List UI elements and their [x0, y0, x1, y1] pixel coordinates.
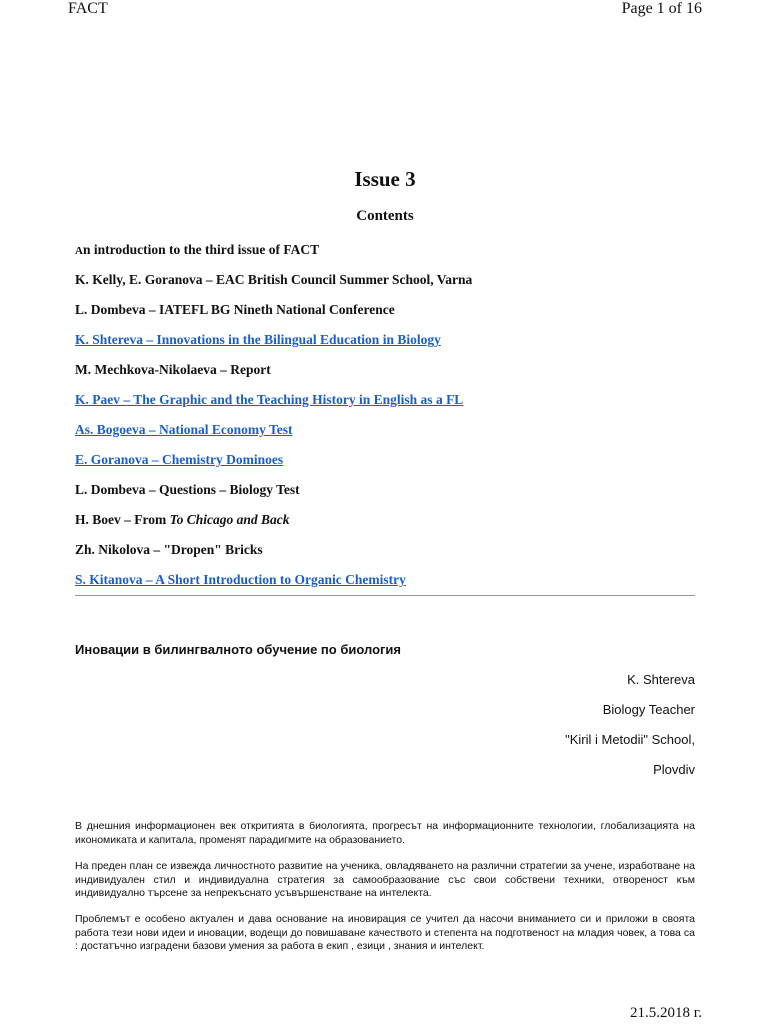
toc-link-goranova[interactable]: E. Goranova – Chemistry Dominoes [75, 452, 284, 467]
toc-item-dombeva-iatefl: L. Dombeva – IATEFL BG Nineth National Conference [75, 302, 395, 317]
article-paragraph-3: Проблемът е особено актуален и дава основание на иновирация се учител да насочи вниманието си и приложи в своята работа тези нови идеи и иновации, водещи до повишаване качеството и степента на подготвеност на младия човек, а това са : достатъчно изградени базови умения за работа в екип , езици , знания и интелект. [75, 913, 695, 952]
toc-intro-text: n introduction to the third issue of FACT [82, 242, 320, 257]
article-paragraph-1: В днешния информационен век откритията в биологията, прогресът на информационните технологии, глобализацията на икономиката и капитала, променят парадигмите на образованието. [75, 820, 695, 846]
toc-link-shtereva[interactable]: K. Shtereva – Innovations in the Bilingual Education in Biology [75, 332, 441, 347]
article-author: K. Shtereva [627, 672, 695, 687]
toc-intro-initial: A [75, 245, 83, 257]
contents-heading: Contents [356, 208, 414, 224]
article-author-city: Plovdiv [653, 762, 695, 777]
article-paragraph-2: На преден план се извежда личностното развитие на ученика, овладяването на различни стратегии за учене, изработване на индивидуален стил и индивидуална стратегия за самообразование със свои собствени техники, отвореност към индивидуално търсене за непрекъснато усъвършенстване на интелекта. [75, 860, 695, 899]
article-author-role: Biology Teacher [602, 702, 695, 717]
toc-link-bogoeva[interactable]: As. Bogoeva – National Economy Test [75, 422, 293, 437]
toc-item-intro [75, 242, 319, 258]
toc-item-boev [75, 512, 290, 528]
article-author-school: "Kiril i Metodii" School, [565, 732, 695, 747]
toc-boev-author: H. Boev – From [75, 512, 170, 527]
toc-link-kitanova[interactable]: S. Kitanova – A Short Introduction to Organic Chemistry [75, 572, 406, 587]
footer-date: 21.5.2018 г. [630, 1005, 702, 1021]
section-divider [75, 595, 695, 596]
toc-link-paev[interactable]: K. Paev – The Graphic and the Teaching History in English as a FL [75, 392, 464, 407]
toc-item-dombeva-biology: L. Dombeva – Questions – Biology Test [75, 482, 300, 497]
toc-item-nikolova: Zh. Nikolova – "Dropen" Bricks [75, 542, 263, 557]
issue-title: Issue 3 [354, 167, 416, 191]
header-title: FACT [68, 0, 108, 17]
article-title: Иновации в билингвалното обучение по биология [75, 642, 401, 657]
toc-boev-title: To Chicago and Back [169, 512, 290, 527]
toc-item-mechkova: M. Mechkova-Nikolaeva – Report [75, 362, 271, 377]
toc-item-kelly: K. Kelly, E. Goranova – EAC British Council Summer School, Varna [75, 272, 473, 287]
page-indicator: Page 1 of 16 [621, 0, 702, 17]
